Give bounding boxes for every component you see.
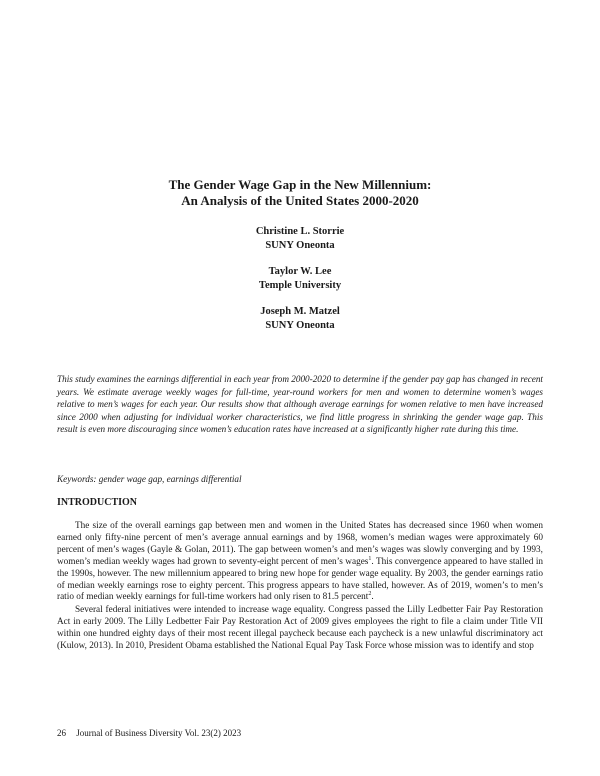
paper-title bbox=[0, 177, 600, 209]
footnote-marker[interactable]: 1 bbox=[368, 555, 372, 562]
body-paragraph bbox=[57, 521, 543, 604]
footnote-marker[interactable]: 2 bbox=[368, 591, 372, 598]
journal-citation: Journal of Business Diversity Vol. 23(2) 2023 bbox=[76, 728, 242, 738]
author-block bbox=[0, 265, 600, 292]
keywords: Keywords: gender wage gap, earnings differential bbox=[57, 474, 242, 484]
paragraph-text: . bbox=[371, 592, 374, 603]
title-line-1: The Gender Wage Gap in the New Millennium: bbox=[168, 177, 432, 192]
author-block bbox=[0, 305, 600, 332]
author-affiliation: Temple University bbox=[258, 279, 342, 291]
section-heading-introduction: INTRODUCTION bbox=[57, 497, 138, 508]
author-block bbox=[0, 225, 600, 252]
paragraph-text: . This convergence appeared to have stalled in the 1990s, however. The new millennium appeared to bring new hope for gender wage equality. By 2003, the gender earnings ratio of median weekly earnings rose to eighty percent. This progress appears to have stalled, however. As of 2019, women’s to men’s ratio of median weekly earnings for full-time workers had only risen to 81.5 percent bbox=[57, 556, 544, 603]
author-name: Joseph M. Matzel bbox=[260, 306, 340, 317]
body-paragraph: Several federal initiatives were intended to increase wage equality. Congress passed the Lilly Ledbetter Fair Pay Restoration Act in early 2009. The Lilly Ledbetter Fair Pay Restoration Act of 2009 gives employees the right to file a claim under Title VII within one hundred eighty days of their most recent illegal paycheck because each paycheck is a new unlawful discriminatory act (Kulow, 2013). In 2010, President Obama established the National Equal Pay Task Force whose mission was to identify and stop bbox=[57, 605, 543, 652]
author-name: Taylor W. Lee bbox=[268, 266, 332, 277]
paragraph-text: The size of the overall earnings gap between men and women in the United States has decreased since 1960 when women earned only fifty-nine percent of men’s average annual earnings and by 1968, women’s median wages were approximately 60 percent of men’s wages (Gayle & Golan, 2011). The gap between women’s and men’s wages was slowly converging and by 1993, women’s median weekly wages had grown to seventy-eight percent of men’s wages bbox=[57, 521, 543, 567]
author-affiliation: SUNY Oneonta bbox=[265, 319, 335, 331]
title-line-2: An Analysis of the United States 2000-2020 bbox=[181, 193, 419, 208]
body-text bbox=[57, 521, 543, 654]
abstract: This study examines the earnings differential in each year from 2000-2020 to determine if the gender pay gap has changed in recent years. We estimate average weekly wages for full-time, year-round workers for men and women to determine women’s wages relative to men’s wages for each year. Our results show that although average earnings for women relative to men have increased since 2000 when adjusting for individual worker characteristics, we find little progress in shrinking the gender wage gap. This result is even more discouraging since women’s education rates have increased at a significantly higher rate during this time. bbox=[57, 374, 543, 435]
page-footer bbox=[57, 727, 249, 739]
author-name: Christine L. Storrie bbox=[255, 226, 345, 237]
author-affiliation: SUNY Oneonta bbox=[265, 239, 335, 251]
page-number: 26 bbox=[57, 728, 66, 738]
